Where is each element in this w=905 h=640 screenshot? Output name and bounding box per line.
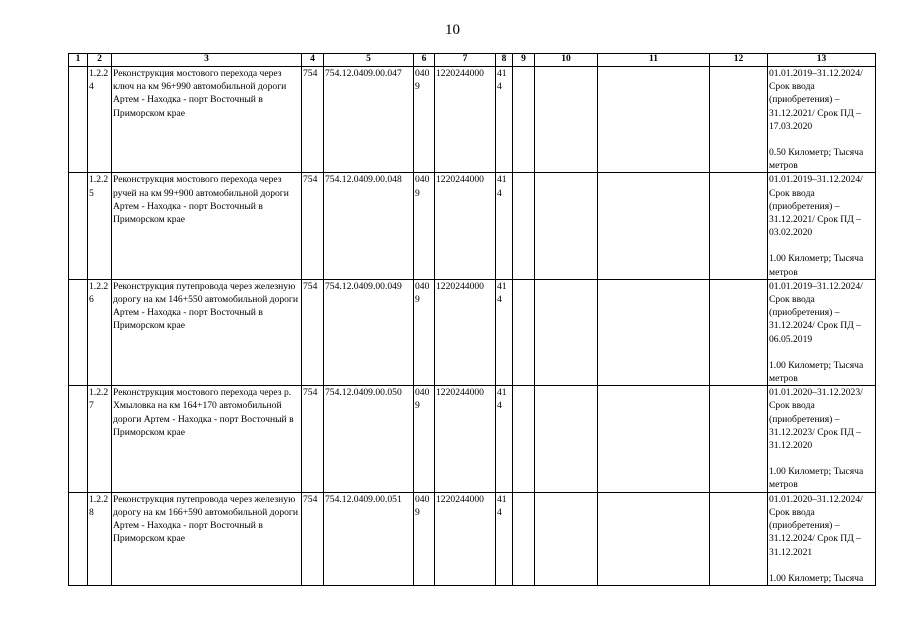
row-col13 <box>768 173 876 279</box>
row-col12 <box>710 279 768 385</box>
row-col12 <box>710 386 768 492</box>
row-col6: 0409 <box>414 67 435 173</box>
row-col9 <box>513 386 535 492</box>
deadline-text: 01.01.2019–31.12.2024/ Срок ввода (приобретения) – 31.12.2021/ Срок ПД – 17.03.2020 <box>769 68 863 132</box>
table-header-row <box>69 54 876 67</box>
row-col6: 0409 <box>414 279 435 385</box>
row-col11 <box>598 67 710 173</box>
row-col4: 754 <box>302 279 324 385</box>
row-col10 <box>535 67 598 173</box>
header-cell-5: 5 <box>324 54 414 67</box>
row-col11 <box>598 492 710 585</box>
row-col8: 414 <box>496 67 513 173</box>
row-col1 <box>69 67 88 173</box>
row-col12 <box>710 492 768 585</box>
row-col12 <box>710 67 768 173</box>
row-col9 <box>513 279 535 385</box>
row-col7: 1220244000 <box>435 386 496 492</box>
object-name: Реконструкция путепровода через железную дорогу на км 146+550 автомобильной дороги Артем - Находка - порт Восточный в Приморском крае <box>112 279 302 385</box>
row-col8: 414 <box>496 173 513 279</box>
deadline-text: 01.01.2020–31.12.2023/ Срок ввода (приобретения) – 31.12.2023/ Срок ПД – 31.12.2020 <box>769 387 863 452</box>
row-col4: 754 <box>302 67 324 173</box>
row-col6: 0409 <box>414 386 435 492</box>
row-col8: 414 <box>496 492 513 585</box>
header-cell-1: 1 <box>69 54 88 67</box>
row-col6: 0409 <box>414 173 435 279</box>
table-row <box>69 279 876 385</box>
row-col8: 414 <box>496 386 513 492</box>
row-col10 <box>535 279 598 385</box>
row-col1 <box>69 173 88 279</box>
table-row <box>69 492 876 585</box>
row-col7: 1220244000 <box>435 279 496 385</box>
row-col7: 1220244000 <box>435 492 496 585</box>
table-row <box>69 386 876 492</box>
object-code: 754.12.0409.00.049 <box>324 279 414 385</box>
row-number: 1.2.2 5 <box>88 173 112 279</box>
row-col7: 1220244000 <box>435 67 496 173</box>
header-cell-4: 4 <box>302 54 324 67</box>
object-code: 754.12.0409.00.051 <box>324 492 414 585</box>
row-col10 <box>535 492 598 585</box>
object-name: Реконструкция путепровода через железную дорогу на км 166+590 автомобильной дороги Артем - Находка - порт Восточный в Приморском крае <box>112 492 302 585</box>
row-col13 <box>768 492 876 585</box>
row-col8: 414 <box>496 279 513 385</box>
row-number: 1.2.2 7 <box>88 386 112 492</box>
header-cell-3: 3 <box>112 54 302 67</box>
row-number: 1.2.2 4 <box>88 67 112 173</box>
header-cell-13: 13 <box>768 54 876 67</box>
row-col11 <box>598 173 710 279</box>
row-col11 <box>598 386 710 492</box>
header-cell-11: 11 <box>598 54 710 67</box>
row-col9 <box>513 173 535 279</box>
row-col4: 754 <box>302 386 324 492</box>
deadline-text: 01.01.2020–31.12.2024/ Срок ввода (приобретения) – 31.12.2024/ Срок ПД – 31.12.2021 <box>769 493 863 558</box>
row-col13 <box>768 67 876 173</box>
row-col12 <box>710 173 768 279</box>
row-col10 <box>535 173 598 279</box>
row-col6: 0409 <box>414 492 435 585</box>
row-col11 <box>598 279 710 385</box>
object-code: 754.12.0409.00.048 <box>324 173 414 279</box>
object-name: Реконструкция мостового перехода через ручей на км 99+900 автомобильной дороги Артем - Находка - порт Восточный в Приморском крае <box>112 173 302 279</box>
capacity-text: 1.00 Километр; Тысяча метров <box>769 466 864 491</box>
row-col4: 754 <box>302 173 324 279</box>
deadline-text: 01.01.2019–31.12.2024/ Срок ввода (приобретения) – 31.12.2024/ Срок ПД – 06.05.2019 <box>769 280 863 345</box>
object-code: 754.12.0409.00.047 <box>324 67 414 173</box>
capacity-text: 1.00 Километр; Тысяча метров <box>769 253 864 278</box>
page-number: 10 <box>445 22 460 38</box>
capacity-text: 0.50 Километр; Тысяча метров <box>769 147 864 172</box>
header-cell-8: 8 <box>496 54 513 67</box>
row-col9 <box>513 67 535 173</box>
header-cell-7: 7 <box>435 54 496 67</box>
header-cell-2: 2 <box>88 54 112 67</box>
investment-table <box>68 53 876 586</box>
row-col1 <box>69 386 88 492</box>
table-row <box>69 67 876 173</box>
header-cell-6: 6 <box>414 54 435 67</box>
row-number: 1.2.2 8 <box>88 492 112 585</box>
row-col10 <box>535 386 598 492</box>
row-col9 <box>513 492 535 585</box>
row-col13 <box>768 279 876 385</box>
row-col4: 754 <box>302 492 324 585</box>
row-col1 <box>69 492 88 585</box>
header-cell-12: 12 <box>710 54 768 67</box>
row-col13 <box>768 386 876 492</box>
deadline-text: 01.01.2019–31.12.2024/ Срок ввода (приобретения) – 31.12.2021/ Срок ПД – 03.02.2020 <box>769 174 863 239</box>
header-cell-9: 9 <box>513 54 535 67</box>
capacity-text: 1.00 Километр; Тысяча <box>769 572 864 584</box>
capacity-text: 1.00 Километр; Тысяча метров <box>769 359 864 385</box>
object-code: 754.12.0409.00.050 <box>324 386 414 492</box>
row-col7: 1220244000 <box>435 173 496 279</box>
row-number: 1.2.2 6 <box>88 279 112 385</box>
object-name: Реконструкция мостового перехода через ключ на км 96+990 автомобильной дороги Артем - Находка - порт Восточный в Приморском крае <box>112 67 302 173</box>
table-row <box>69 173 876 279</box>
header-cell-10: 10 <box>535 54 598 67</box>
row-col1 <box>69 279 88 385</box>
object-name: Реконструкция мостового перехода через р. Хмыловка на км 164+170 автомобильной дороги Артем - Находка - порт Восточный в Приморском крае <box>112 386 302 492</box>
